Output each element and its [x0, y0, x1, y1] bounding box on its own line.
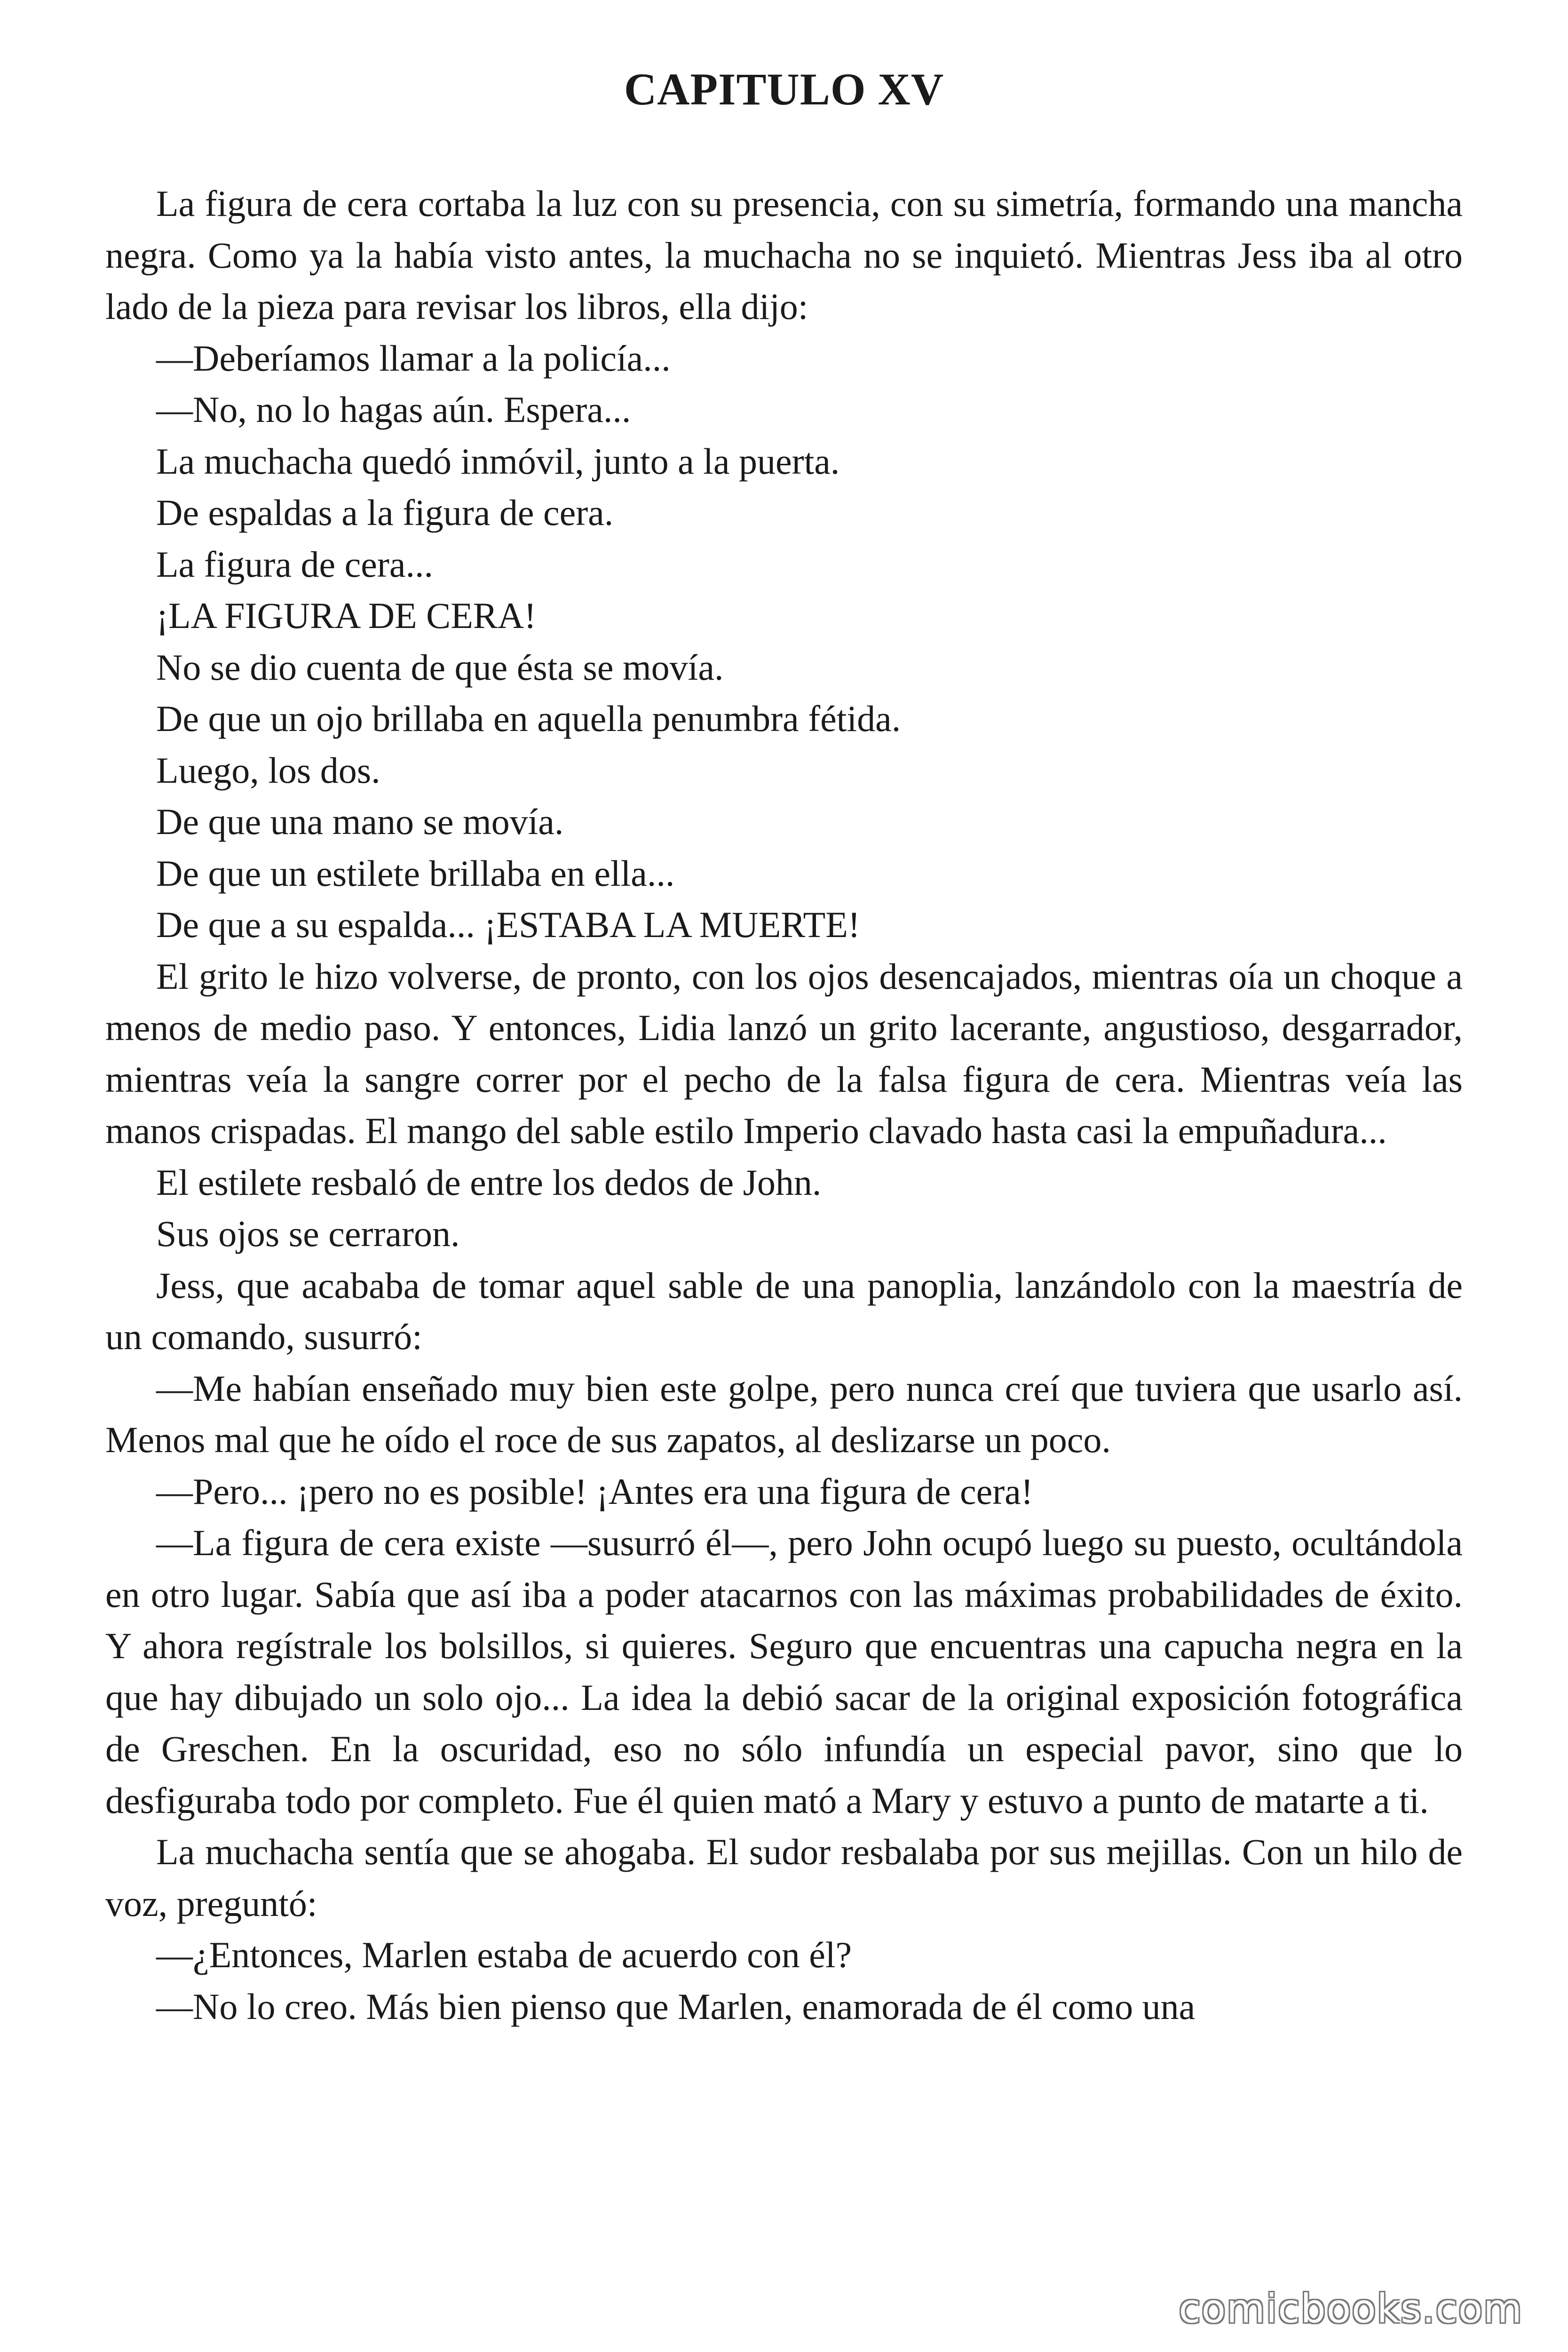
- paragraph: De que un ojo brillaba en aquella penumbra fétida.: [156, 698, 901, 739]
- paragraph: ¡LA FIGURA DE CERA!: [156, 595, 537, 636]
- paragraph: Luego, los dos.: [156, 749, 380, 791]
- paragraph: El estilete resbaló de entre los dedos de John.: [156, 1161, 822, 1203]
- paragraph: La muchacha quedó inmóvil, junto a la puerta.: [156, 440, 840, 482]
- chapter-body: [105, 178, 1463, 2032]
- paragraph: Jess, que acababa de tomar aquel sable de una panoplia, lanzándolo con la maestría de un comando, susurró:: [105, 1264, 1463, 1357]
- paragraph: —Me habían enseñado muy bien este golpe, pero nunca creí que tuviera que usarlo así. Menos mal que he oído el roce de sus zapatos, al deslizarse un poco.: [105, 1367, 1463, 1460]
- paragraph: Sus ojos se cerraron.: [156, 1213, 460, 1254]
- paragraph: No se dio cuenta de que ésta se movía.: [156, 646, 724, 688]
- paragraph: De que una mano se movía.: [156, 801, 564, 842]
- paragraph: —Pero... ¡pero no es posible! ¡Antes era una figura de cera!: [156, 1470, 1033, 1512]
- paragraph: —Deberíamos llamar a la policía...: [156, 337, 671, 379]
- paragraph: —No lo creo. Más bien pienso que Marlen, enamorada de él como una: [156, 1986, 1196, 2027]
- watermark: comicbooks.com: [1179, 2286, 1523, 2332]
- paragraph: De que un estilete brillaba en ella...: [156, 852, 675, 894]
- paragraph: La figura de cera...: [156, 543, 433, 585]
- paragraph: —No, no lo hagas aún. Espera...: [156, 389, 631, 430]
- paragraph: —¿Entonces, Marlen estaba de acuerdo con él?: [156, 1934, 852, 1975]
- paragraph: —La figura de cera existe —susurró él—, pero John ocupó luego su puesto, ocultándola en otro lugar. Sabía que así iba a poder atacarnos con las máximas probabilidades de éxito. Y ahora regístrale los bolsillos, si quieres. Seguro que encuentras una capucha negra en la que hay dibujado un solo ojo... La idea la debió sacar de la original exposición fotográfica de Greschen. En la oscuridad, eso no sólo infundía un especial pavor, sino que lo desfiguraba todo por completo. Fue él quien mató a Mary y estuvo a punto de matarte a ti.: [105, 1522, 1463, 1821]
- paragraph: La figura de cera cortaba la luz con su presencia, con su simetría, formando una mancha negra. Como ya la había visto antes, la muchacha no se inquietó. Mientras Jess iba al otro lado de la pieza para revisar los libros, ella dijo:: [105, 183, 1463, 327]
- paragraph: De que a su espalda... ¡ESTABA LA MUERTE!: [156, 904, 860, 945]
- paragraph: De espaldas a la figura de cera.: [156, 492, 614, 533]
- paragraph: El grito le hizo volverse, de pronto, con los ojos desencajados, mientras oía un choque a menos de medio paso. Y entonces, Lidia lanzó un grito lacerante, angustioso, desgarrador, mientras veía la sangre correr por el pecho de la falsa figura de cera. Mientras veía las manos crispadas. El mango del sable estilo Imperio clavado hasta casi la empuñadura...: [105, 955, 1463, 1151]
- paragraph: La muchacha sentía que se ahogaba. El sudor resbalaba por sus mejillas. Con un hilo de voz, preguntó:: [105, 1831, 1463, 1924]
- chapter-title: CAPITULO XV: [624, 64, 944, 114]
